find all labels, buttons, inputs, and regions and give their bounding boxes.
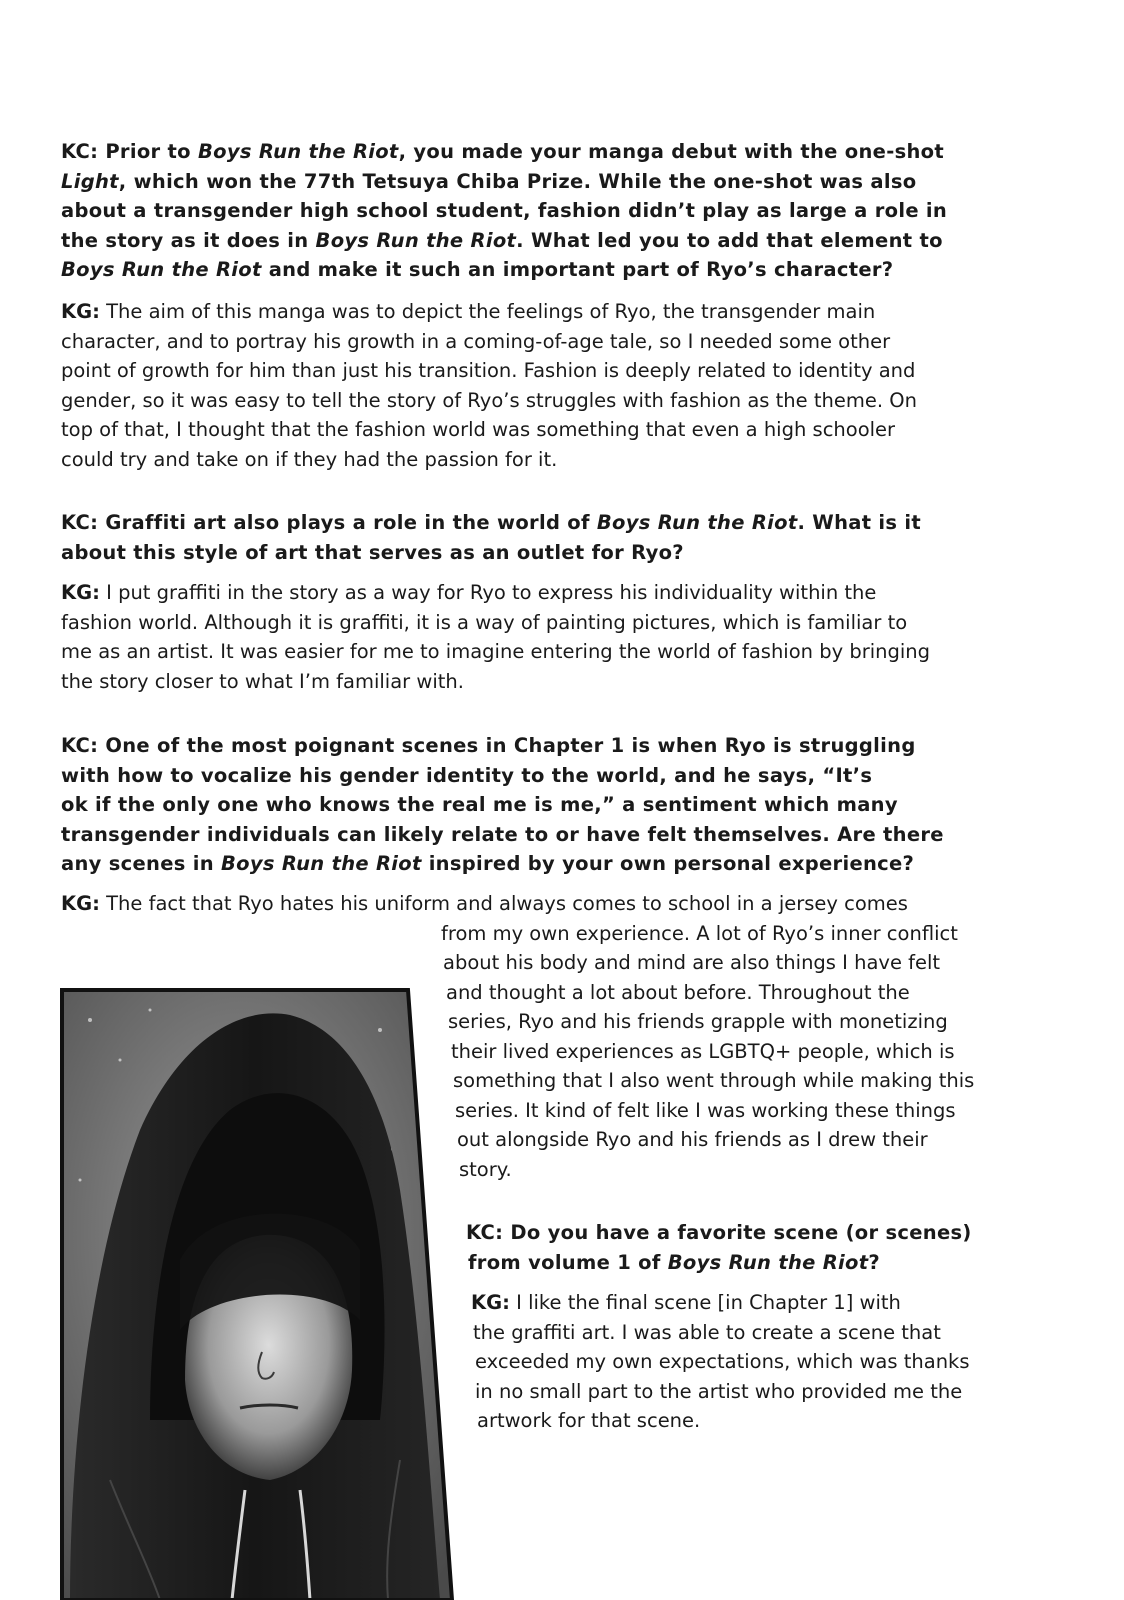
q-seg: One of the most poignant scenes in Chapter 1 is when Ryo is struggling (98, 734, 916, 757)
a-line: from my own experience. A lot of Ryo’s inner conflict (441, 921, 958, 945)
q-line (61, 849, 1041, 879)
a-line (61, 578, 1041, 608)
a-text: The aim of this manga was to depict the feelings of Ryo, the transgender main (99, 300, 876, 323)
a-speaker: KG: (61, 581, 100, 604)
a-line: their lived experiences as LGBTQ+ people, which is (451, 1039, 955, 1063)
q-seg-italic: Light (61, 169, 119, 193)
q-line (61, 137, 1041, 167)
a-line: character, and to portray his growth in a coming-of-age tale, so I needed some other (61, 329, 891, 353)
a-text: I put graffiti in the story as a way for Ryo to express his individuality within the (99, 581, 877, 604)
q-seg-italic: Boys Run the Riot (221, 852, 422, 875)
q-line (466, 1218, 1046, 1248)
q-line (61, 196, 1041, 226)
q-seg: with how to vocalize his gender identity to the world, and he says, “It’s (61, 763, 873, 787)
q-line (61, 790, 1041, 820)
q-speaker: KC: (466, 1221, 504, 1244)
a-line: out alongside Ryo and his friends as I drew their (457, 1128, 928, 1151)
question-4 (466, 1218, 1046, 1277)
a-line (471, 1288, 1051, 1318)
a-text: The fact that Ryo hates his uniform and always comes to school in a jersey comes (99, 892, 908, 915)
q-seg-italic: Boys Run the Riot (315, 228, 517, 252)
q-seg: about a transgender high school student, fashion didn’t play as large a role in (61, 199, 948, 222)
question-1 (61, 137, 1041, 285)
a-line: top of that, I thought that the fashion world was something that even a high schooler (61, 418, 896, 441)
q-seg: ok if the only one who knows the real me is me,” a sentiment which many (61, 793, 898, 816)
a-line: artwork for that scene. (477, 1409, 701, 1432)
a-line (61, 889, 1061, 919)
a-line: could try and take on if they had the passion for it. (61, 447, 558, 471)
a-line: me as an artist. It was easier for me to imagine entering the world of fashion by bringing (61, 640, 931, 663)
q-seg: from volume 1 of (468, 1250, 668, 1274)
a-line: in no small part to the artist who provided me the (475, 1379, 963, 1403)
q-line (61, 731, 1041, 761)
a-line: gender, so it was easy to tell the story of Ryo’s struggles with fashion as the theme. On (61, 388, 917, 412)
q-seg: , which won the 77th Tetsuya Chiba Prize. While the one-shot was also (118, 169, 917, 193)
q-seg: inspired by your own personal experience? (421, 852, 915, 875)
q-line (61, 508, 1041, 538)
a-line: something that I also went through while making this (453, 1069, 975, 1092)
answer-3 (61, 889, 1061, 1184)
question-3 (61, 731, 1041, 879)
a-speaker: KG: (61, 892, 100, 915)
q-line (468, 1248, 1048, 1278)
a-line: fashion world. Although it is graffiti, it is a way of painting pictures, which is familiar to (61, 610, 908, 634)
answer-2 (61, 578, 1041, 696)
a-speaker: KG: (61, 300, 100, 323)
a-line: and thought a lot about before. Throughout the (446, 980, 910, 1004)
q-seg: the story as it does in (61, 228, 316, 252)
a-speaker: KG: (471, 1291, 510, 1314)
a-text: I like the final scene [in Chapter 1] with (509, 1291, 901, 1314)
a-line: about his body and mind are also things I have felt (443, 951, 941, 974)
q-speaker: KC: (61, 511, 99, 534)
q-line (61, 167, 1041, 197)
a-line: point of growth for him than just his transition. Fashion is deeply related to identity and (61, 359, 916, 382)
q-line (61, 255, 1041, 285)
a-line: series, Ryo and his friends grapple with monetizing (448, 1010, 948, 1033)
q-seg: transgender individuals can likely relate to or have felt themselves. Are there (61, 822, 944, 846)
q-seg-italic: Boys Run the Riot (197, 140, 399, 163)
q-seg: about this style of art that serves as an outlet for Ryo? (61, 540, 684, 564)
answer-1 (61, 297, 1041, 474)
a-line: series. It kind of felt like I was working these things (455, 1098, 956, 1122)
q-line (61, 538, 1041, 568)
q-seg: Prior to (98, 140, 198, 163)
a-line: the story closer to what I’m familiar with. (61, 669, 464, 693)
a-line (61, 297, 1041, 327)
q-line (61, 820, 1041, 850)
q-seg: . What led you to add that element to (516, 228, 943, 252)
answer-4 (471, 1288, 1051, 1436)
q-seg-italic: Boys Run the Riot (596, 511, 798, 534)
q-line (61, 226, 1041, 256)
q-seg: . What is it (797, 511, 922, 534)
q-speaker: KC: (61, 734, 99, 757)
a-line: the graffiti art. I was able to create a scene that (473, 1320, 941, 1344)
q-line (61, 761, 1041, 791)
q-seg: ? (868, 1250, 880, 1274)
question-2 (61, 508, 1041, 567)
q-speaker: KC: (61, 140, 99, 163)
a-line: story. (459, 1157, 512, 1181)
q-seg-italic: Boys Run the Riot (667, 1250, 869, 1274)
q-seg: , you made your manga debut with the one-shot (398, 140, 944, 163)
q-seg: Do you have a favorite scene (or scenes) (503, 1221, 972, 1244)
a-line: exceeded my own expectations, which was thanks (475, 1350, 970, 1373)
q-seg: Graffiti art also plays a role in the world of (98, 511, 597, 534)
q-seg: and make it such an important part of Ryo’s character? (261, 258, 894, 281)
q-seg-italic: Boys Run the Riot (61, 258, 262, 281)
q-seg: any scenes in (61, 852, 221, 875)
